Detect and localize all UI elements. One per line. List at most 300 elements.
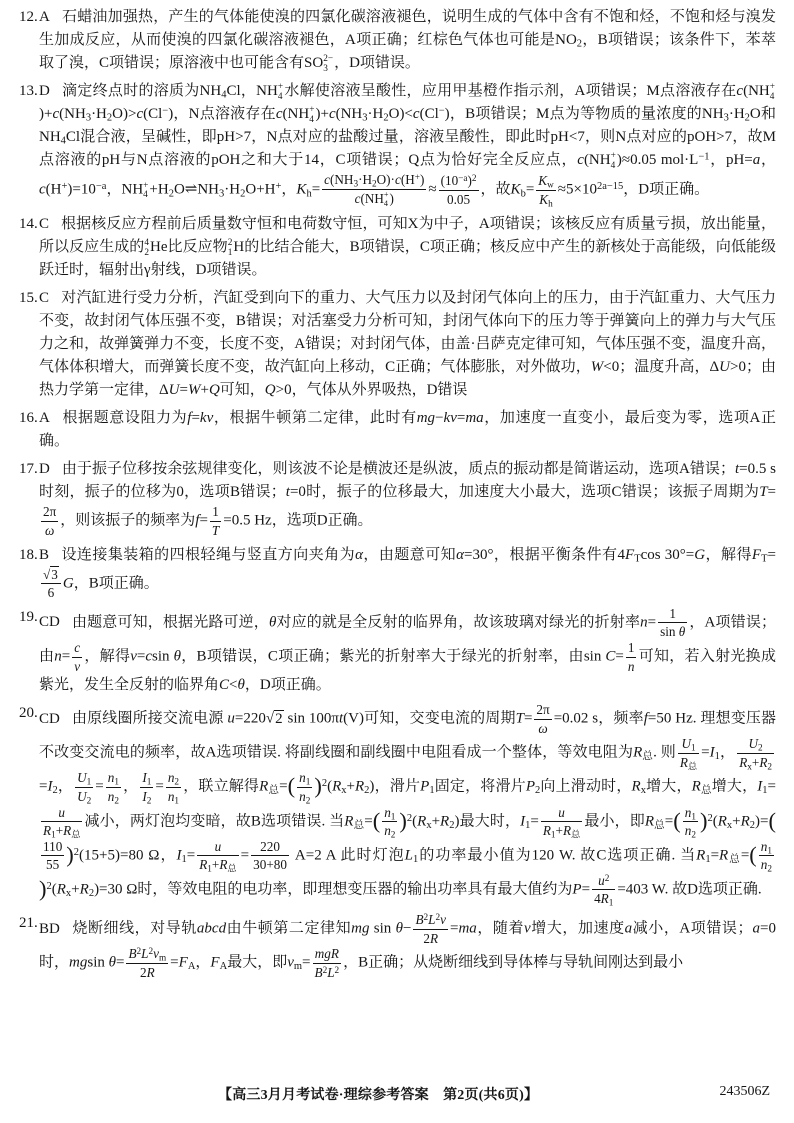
fraction [322,172,426,208]
square-root [266,710,284,727]
math-variable: u [227,710,235,727]
fraction-numerator [106,770,121,788]
math-variable: c [74,639,81,655]
subscript: 2 [744,112,750,124]
subscript: 3 [353,178,359,189]
fraction-numerator [166,770,181,788]
radicand: 2 [275,710,283,727]
answer-explanation [39,407,776,453]
answer-explanation [39,6,776,75]
fraction-numerator [41,839,64,857]
math-variable: T [515,710,524,727]
text-run: sin [152,648,174,665]
large-parenthesis: ) [699,807,708,833]
text-run: sin [660,624,679,640]
math-variable: R [600,891,609,907]
subscript: 1 [705,853,711,865]
text-run: = [39,778,48,795]
text-run: )=30 Ω时，等效电阻的电功率，即理想变压器的输出功率具有最大值约为 [94,881,573,898]
text-run: 0.05 [447,191,471,207]
math-variable: u [598,872,605,888]
math-variable: θ [173,648,181,665]
text-run: . 则 [653,744,676,761]
math-variable: U [168,382,180,399]
text-run: − [403,920,412,937]
text-run: (NH [282,106,310,122]
superscript: 2 [322,964,328,975]
text-run: ，B项错误，C项正确；紫光的折射率大于绿光的折射率，由sin [180,648,606,665]
math-variable: R [56,881,66,898]
fraction-numerator [140,770,153,788]
fraction [106,770,121,804]
fraction-numerator [678,736,699,754]
subscript: 2 [372,178,377,189]
large-parenthesis: ) [399,807,407,833]
fraction [210,504,221,538]
fraction-numerator [126,946,168,964]
text-run: = [170,954,179,971]
fraction [626,640,637,674]
square-root [43,566,59,582]
math-variable: U [681,736,691,752]
text-run: 6 [47,585,55,601]
subscript: 总 [687,761,698,772]
text-run: =0.02 s，频率 [553,710,644,727]
subscript: 总 [571,829,581,840]
fraction-denominator [41,822,82,839]
math-variable: n [107,770,115,786]
superscript: 2 [604,872,610,883]
fraction-numerator [75,770,93,788]
large-parenthesis: ( [768,807,777,833]
stack-superscript: + [143,180,149,191]
math-variable: R [63,823,72,839]
math-variable: v [153,946,159,962]
fraction [41,805,82,839]
text-run: 1 [627,639,635,655]
subscript: 4 [60,135,66,147]
math-variable: Q [264,382,276,399]
item-number: 19. [19,608,38,625]
fraction [75,770,93,804]
superscript: −a [95,180,107,192]
math-variable: α [355,546,363,563]
math-variable: c [39,181,46,198]
stack-superscript: + [277,81,284,92]
text-run: ，B正确；从烧断细线到导体棒与导轨间刚达到最小 [343,954,684,971]
math-variable: θ [108,954,116,971]
subscript: 4 [221,89,227,101]
answer-key: CD [39,614,60,631]
answer-item-13 [19,80,776,208]
subscript: 2 [168,188,174,200]
text-run: = [95,778,104,795]
large-parenthesis: ( [287,773,296,799]
answer-key: A [39,9,50,25]
fraction-denominator [41,584,61,601]
text-run: = [199,512,208,529]
text-run: =220 [234,710,266,727]
text-run: ， [760,152,776,168]
fraction [683,805,698,839]
math-variable: R [631,778,641,795]
math-variable: F [210,954,220,971]
text-run: ， [195,954,211,971]
superscript: 2 [707,812,713,824]
text-run: (V)可知，交变电流的周期 [343,710,516,727]
subscript: 2 [305,795,311,806]
math-variable: u [214,838,222,854]
text-run: 1 [669,605,676,621]
text-run: )，滑片 [369,778,421,795]
text-run: 可知， [219,382,265,399]
fraction-numerator [737,736,774,754]
math-variable: W [187,382,201,399]
stack-subscript: 4 [277,91,283,102]
math-variable: n [384,823,391,839]
stack-superscript: 2 [227,238,233,249]
fraction-numerator [41,805,82,823]
fraction-numerator [592,873,615,891]
fraction [413,912,448,946]
text-run: 最大，即 [227,954,288,971]
fraction-denominator [534,720,551,737]
subscript: 3 [362,112,368,124]
subscript: 总 [700,785,712,797]
math-variable: n [627,658,635,674]
text-run: 对汽缸进行受力分析，汽缸受到向下的重力、大气压力以及封闭气体向上的压力，由于汽缸重力、大气压力不变，故封闭气体压强不变，B错误；对活塞受力分析可知，封闭气体向下的压力等于弹簧向上的弹力与大气压力之和，故弹簧弹力不变，长度不变，A错误；对封闭气体，由盖·吕萨克定律可知，气体压强不变，温度升高，气体体积增大，而弹簧长度不变，故汽缸向上移动，C正确；气体膨胀，对外做功， [39,290,776,376]
answer-item-21 [19,912,776,980]
math-variable: I [142,788,147,804]
text-run: Cl，NH [226,83,278,99]
fraction [313,946,342,980]
item-number: 20. [19,705,38,722]
answer-explanation [39,544,776,601]
answer-explanation [39,287,776,402]
text-run: =403 W. 故D选项正确. [617,881,762,898]
subscript: 2 [576,38,583,50]
answer-item-15 [19,287,776,402]
subscript: 总 [654,819,665,831]
subscript: 总 [268,785,280,797]
text-run: sin 100π [283,710,339,727]
text-run: ( [712,813,718,830]
fraction-denominator [126,964,168,981]
math-variable: n [167,770,175,786]
fraction-denominator [678,754,699,771]
subscript: x [747,761,752,772]
math-variable: U [748,736,759,752]
text-run: ，随着 [476,920,525,937]
superscript: 2 [321,778,328,790]
math-variable: K [539,191,549,207]
fraction-numerator [536,173,555,191]
sup-sub-stack [228,239,233,259]
math-variable: R [740,813,750,830]
text-run: = [530,813,539,830]
text-run: + [346,778,355,795]
fraction-numerator [658,606,687,624]
subscript: x [640,785,646,797]
text-run: + [71,881,80,898]
text-run: 2 [423,930,430,946]
fraction-denominator [166,788,181,805]
text-run: 4 [594,891,601,907]
sup-sub-stack [384,191,389,208]
text-run: O)· [376,172,395,187]
subscript: A [219,961,228,973]
math-variable: mg [416,410,436,427]
large-parenthesis: ) [39,876,47,902]
text-run: ·H [358,172,373,187]
subscript: h [548,198,553,209]
text-run: ( [327,778,333,795]
math-variable: R [633,744,643,761]
subscript: w [547,179,554,190]
math-variable: C [605,648,616,665]
text-run: ) [467,173,472,189]
text-run: ，故 [480,181,511,198]
superscript: 2 [406,812,413,824]
large-parenthesis: ( [372,807,381,833]
math-variable: n [760,838,768,854]
math-variable: n [54,648,62,665]
text-run: = [523,710,533,727]
text-run: 由原线圈所接交流电源 [71,710,228,727]
fraction [41,504,58,538]
fraction-denominator [759,856,774,873]
fraction-numerator [759,839,774,857]
text-run: ，pH= [709,152,753,168]
text-run: )=10 [67,181,96,198]
math-variable: n [107,788,115,804]
math-variable: I [709,744,715,761]
fraction-numerator [313,946,342,964]
text-run: 水解使溶液呈酸性，应用甲基橙作指示剂，A项错误；M点溶液存在 [284,83,737,99]
math-variable: kv [199,410,214,427]
fraction [126,946,168,980]
text-run: =0时， [39,920,776,971]
item-number: 16. [19,410,38,427]
text-run: ， [281,181,297,198]
math-variable: mg [351,920,370,937]
text-run: ， [122,778,139,795]
math-variable: R [679,754,688,770]
fraction-denominator [658,623,687,640]
text-run: 可知，若入射光换成紫光，发生全反射的临界角 [39,648,776,694]
math-variable: u [58,804,66,820]
fraction-denominator [626,658,637,675]
math-variable: K [510,181,521,198]
text-run: O)< [388,106,413,122]
fraction-denominator [251,856,289,873]
answer-explanation [39,80,776,208]
answer-item-17 [19,458,776,538]
stack-subscript: 4 [769,91,775,102]
subscript: 1 [525,819,531,831]
subscript: 总 [642,751,654,763]
fraction-denominator [41,856,64,873]
subscript: 2 [390,829,396,840]
math-variable: R [691,778,701,795]
text-run: <0；温度升高，Δ [603,359,720,376]
fraction [678,736,699,770]
subscript: A [187,961,196,973]
fraction-numerator [683,805,698,823]
item-number: 18. [19,546,38,563]
answer-item-12 [19,6,776,75]
stack-superscript: + [610,150,616,161]
math-variable: K [538,173,548,189]
sup-sub-stack [309,106,314,126]
math-variable: c [52,106,60,122]
text-run: ( [51,881,57,898]
item-number: 14. [19,216,38,233]
fraction [297,770,312,804]
subscript: 1 [767,845,772,855]
math-variable: n [167,788,175,804]
math-variable: T [759,484,768,501]
text-run: ，D项错误。 [334,55,420,71]
subscript: 2 [535,785,541,797]
text-run: + [751,754,760,770]
text-run: ≈ [428,181,437,198]
text-run: = [740,847,750,864]
superscript: + [414,171,420,182]
text-run: ，解得 [705,546,752,563]
math-variable: R [332,778,342,795]
text-run: >0，气体从外界吸热，D错误 [275,382,468,399]
subscript: h [306,188,312,200]
math-variable: U [719,359,730,376]
answer-explanation [39,606,776,697]
text-run: ，由题意可知 [362,546,457,563]
fraction-numerator [322,172,426,190]
text-run: = [186,847,196,864]
subscript: 1 [429,785,435,797]
text-run: cos 30°= [640,546,695,563]
math-variable: c [136,106,144,122]
text-run: = [136,648,146,665]
text-run: A=2 A 此时灯泡 [290,847,405,864]
text-run: (H [45,181,62,198]
item-number: 21. [19,915,38,932]
answer-key: BD [39,920,60,937]
subscript: 2 [146,795,152,806]
math-variable: abcd [196,920,227,937]
fraction [759,839,774,873]
text-run: )≈0.05 mol·L [616,152,699,168]
math-variable: θ [395,920,403,937]
text-run: 55 [46,857,60,873]
math-variable: B [415,912,424,928]
text-run: = [710,847,720,864]
footer-code: 243506Z [719,1084,770,1099]
math-variable: n [384,804,391,820]
subscript: 1 [413,853,419,865]
text-run: ，D项正确。 [244,677,331,694]
subscript: 1 [207,863,212,874]
fraction [592,873,615,907]
fraction [534,702,551,736]
stack-subscript: 2 [144,248,149,259]
fraction [541,805,582,839]
fraction [197,839,238,873]
answer-explanation [39,702,776,907]
math-variable: L [327,964,335,980]
superscript: − [438,105,445,117]
subscript: 2 [758,742,763,753]
text-run: (Cl [143,106,163,122]
math-variable: F [625,546,635,563]
text-run: 增大， [645,778,692,795]
text-run: ·H [367,106,384,122]
math-variable: R [355,778,365,795]
subscript: 1 [305,776,311,787]
fraction-denominator [140,788,153,805]
fraction [41,839,64,873]
math-variable: B [314,964,323,980]
stack-subscript: 4 [143,190,148,201]
math-variable: c [412,106,420,122]
math-variable: f [187,410,192,427]
fraction [140,770,153,804]
math-variable: Q [208,382,220,399]
math-variable: R [146,964,155,980]
subscript: x [341,785,347,797]
text-run: (NH [360,190,384,206]
answer-key: CD [39,710,60,727]
text-run: )+ [315,106,329,122]
fraction-numerator [41,504,58,522]
text-run: He比反应物 [150,239,228,256]
text-run: ，A项错误；由 [39,614,776,665]
subscript: T [761,553,768,565]
text-run: 的功率最小值为120 W. 故C选项正确. 当 [418,847,697,864]
math-variable: t [285,484,290,501]
text-run: (NH [335,106,363,122]
radicand: 3 [51,566,58,582]
fraction-numerator [626,640,637,658]
fraction [658,606,687,640]
text-run: Cl混合液，呈碱性，即pH>7，N点对应的盐酸过量，溶液呈酸性，即此时pH<7，则N点对应的pOH>7，故M点溶液的pH与N点溶液的pOH之和大于14，C项错误；Q点为恰好完全反应点， [39,129,776,168]
superscript: 2 [471,172,477,183]
math-variable: W [590,359,604,376]
subscript: x [426,819,432,831]
radical-sign: √ [43,566,51,582]
math-variable: v [287,954,294,971]
text-run: ，NH [106,181,144,198]
math-variable: v [524,920,531,937]
text-run: = [116,954,125,971]
answer-explanation [39,912,776,980]
math-variable: kv [443,410,457,427]
math-variable: I [142,770,147,786]
text-run: ·H [728,106,745,122]
fraction [382,805,397,839]
answer-explanation [39,458,776,538]
math-variable: R [417,813,427,830]
math-variable: F [178,954,188,971]
text-run: ，加速度一直变小，最后变为零，选项A正确。 [39,410,776,450]
math-variable: I [757,778,763,795]
text-run: 滴定终点时的溶质为NH [61,83,222,99]
subscript: 1 [714,751,720,763]
text-run: 向上滑动时， [540,778,632,795]
fraction-denominator [382,822,397,839]
stack-superscript: + [309,104,315,115]
fraction [737,736,774,770]
